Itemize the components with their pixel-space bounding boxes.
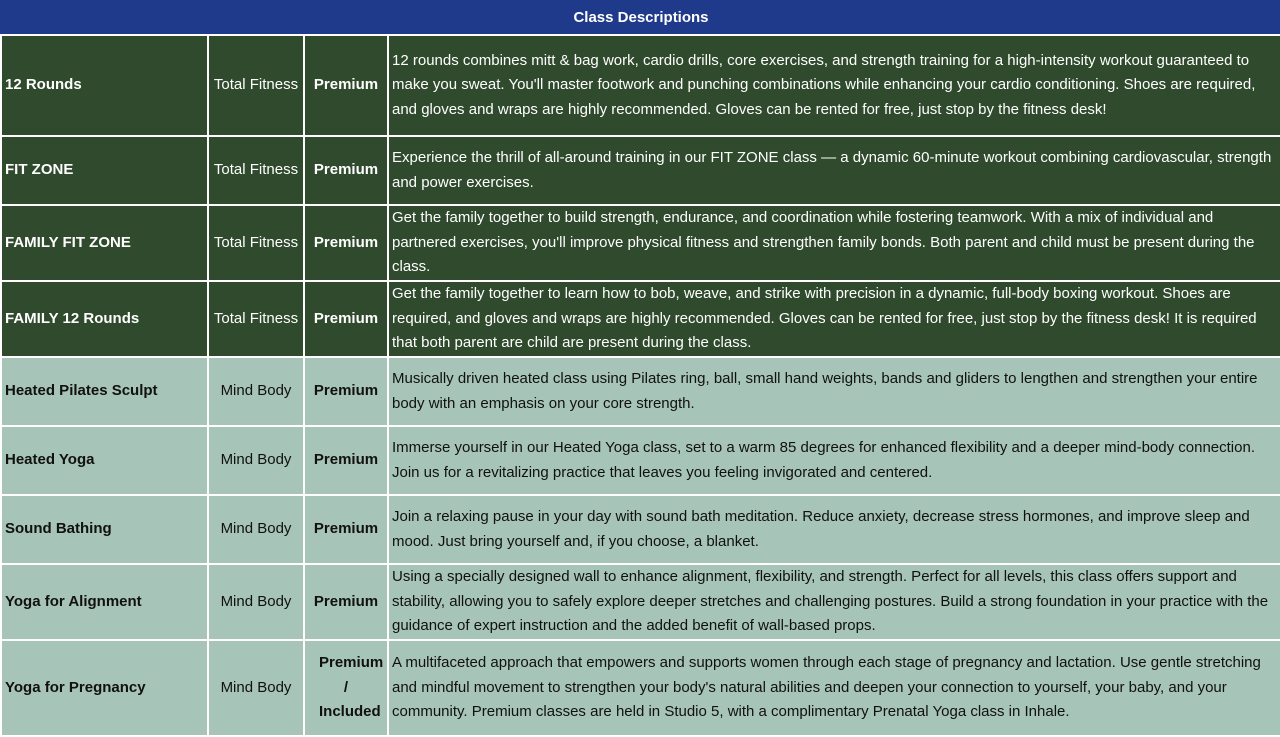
table-row <box>1 136 1280 205</box>
class-name: 12 Rounds <box>1 35 208 136</box>
class-description: Using a specially designed wall to enhance alignment, flexibility, and strength. Perfect for all levels, this class offers support and stability, allowing you to safely explore deeper stretches and challenging postures. Build a strong foundation in your practice with the guidance of expert instruction and the added benefit of wall-based props. <box>388 564 1280 640</box>
class-description: 12 rounds combines mitt & bag work, cardio drills, core exercises, and strength training for a high-intensity workout guaranteed to make you sweat. You'll master footwork and punching combinations while enhancing your cardio conditioning. Shoes are required, and gloves and wraps are highly recommended. Gloves can be rented for free, just stop by the fitness desk! <box>388 35 1280 136</box>
class-category: Mind Body <box>208 495 304 564</box>
class-category: Total Fitness <box>208 35 304 136</box>
table-row <box>1 281 1280 357</box>
class-description: Get the family together to build strength, endurance, and coordination while fostering teamwork. With a mix of individual and partnered exercises, you'll improve physical fitness and strengthen family bonds. Both parent and child must be present during the class. <box>388 205 1280 281</box>
class-tier: Premium <box>304 35 388 136</box>
class-tier: Premium <box>304 495 388 564</box>
class-name: Sound Bathing <box>1 495 208 564</box>
class-category: Mind Body <box>208 640 304 736</box>
table-row <box>1 357 1280 426</box>
class-category: Mind Body <box>208 357 304 426</box>
class-tier: Premium <box>304 357 388 426</box>
class-category: Mind Body <box>208 564 304 640</box>
class-tier: Premium <box>304 205 388 281</box>
table-row <box>1 35 1280 136</box>
class-name: Yoga for Pregnancy <box>1 640 208 736</box>
class-name: Heated Yoga <box>1 426 208 495</box>
class-category: Total Fitness <box>208 205 304 281</box>
class-description: Musically driven heated class using Pilates ring, ball, small hand weights, bands and gliders to lengthen and strengthen your entire body with an emphasis on your core strength. <box>388 357 1280 426</box>
class-name: FAMILY 12 Rounds <box>1 281 208 357</box>
table-row <box>1 495 1280 564</box>
class-tier: Premium <box>304 281 388 357</box>
class-tier: Premium <box>304 426 388 495</box>
class-tier: Premium / Included <box>304 640 388 736</box>
class-tier: Premium <box>304 564 388 640</box>
class-name: FIT ZONE <box>1 136 208 205</box>
class-description: Join a relaxing pause in your day with sound bath meditation. Reduce anxiety, decrease stress hormones, and improve sleep and mood. Just bring yourself and, if you choose, a blanket. <box>388 495 1280 564</box>
class-category: Mind Body <box>208 426 304 495</box>
class-description: Experience the thrill of all-around training in our FIT ZONE class — a dynamic 60-minute workout combining cardiovascular, strength and power exercises. <box>388 136 1280 205</box>
class-name: FAMILY FIT ZONE <box>1 205 208 281</box>
table-row <box>1 564 1280 640</box>
table-row <box>1 640 1280 736</box>
table-row <box>1 205 1280 281</box>
class-description: Immerse yourself in our Heated Yoga class, set to a warm 85 degrees for enhanced flexibility and a deeper mind-body connection. Join us for a revitalizing practice that leaves you feeling invigorated and centered. <box>388 426 1280 495</box>
class-description: A multifaceted approach that empowers and supports women through each stage of pregnancy and lactation. Use gentle stretching and mindful movement to strengthen your body's natural abilities and deepen your connection to yourself, your baby, and your community. Premium classes are held in Studio 5, with a complimentary Prenatal Yoga class in Inhale. <box>388 640 1280 736</box>
class-name: Heated Pilates Sculpt <box>1 357 208 426</box>
class-tier: Premium <box>304 136 388 205</box>
class-category: Total Fitness <box>208 136 304 205</box>
class-name: Yoga for Alignment <box>1 564 208 640</box>
table-header-row <box>1 1 1280 35</box>
class-category: Total Fitness <box>208 281 304 357</box>
table-title: Class Descriptions <box>1 1 1280 35</box>
table-row <box>1 426 1280 495</box>
class-description: Get the family together to learn how to bob, weave, and strike with precision in a dynamic, full-body boxing workout. Shoes are required, and gloves and wraps are highly recommended. Gloves can be rented for free, just stop by the fitness desk! It is required that both parent are child are present during the class. <box>388 281 1280 357</box>
